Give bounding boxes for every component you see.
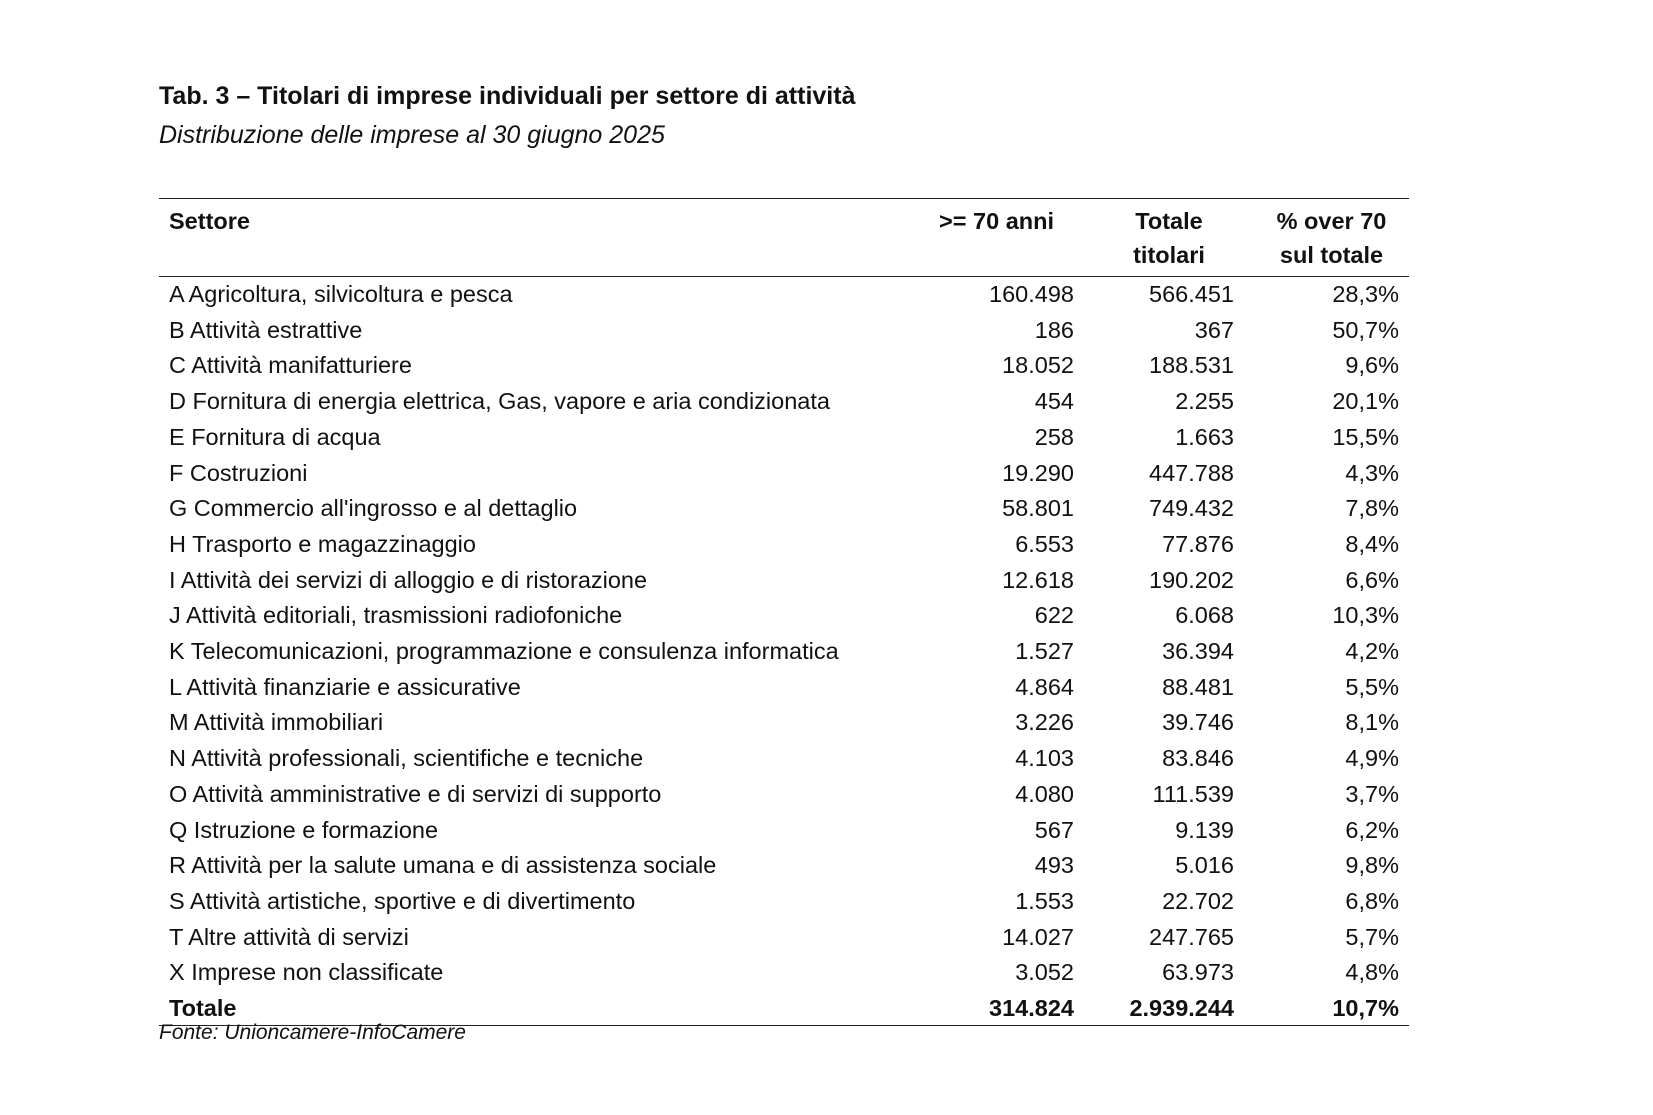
- total-label: Totale: [169, 995, 237, 1022]
- cell-over70: 1.553: [1015, 887, 1074, 914]
- table-row: [159, 634, 1409, 670]
- header-pct-over70: [1244, 199, 1409, 277]
- cell-totale: 367: [1194, 316, 1234, 343]
- cell-pct: 8,1%: [1345, 709, 1399, 736]
- cell-settore: L Attività finanziarie e assicurative: [169, 673, 521, 700]
- source-note: Fonte: Unioncamere-InfoCamere: [159, 1021, 466, 1044]
- cell-totale: 6.068: [1175, 602, 1234, 629]
- cell-totale: 36.394: [1162, 638, 1234, 665]
- cell-totale: 566.451: [1149, 281, 1234, 307]
- table-row: [159, 277, 1409, 313]
- cell-totale: 63.973: [1162, 959, 1234, 986]
- header-pct-line1: % over 70: [1276, 208, 1387, 234]
- cell-over70: 3.052: [1015, 959, 1074, 986]
- total-over70: 314.824: [989, 995, 1074, 1022]
- cell-settore: O Attività amministrative e di servizi di supporto: [169, 780, 662, 807]
- table-row: [159, 527, 1409, 563]
- cell-over70: 12.618: [1002, 566, 1074, 593]
- cell-over70: 19.290: [1002, 459, 1074, 486]
- cell-settore: A Agricoltura, silvicoltura e pesca: [169, 281, 513, 307]
- cell-totale: 88.481: [1162, 673, 1234, 700]
- cell-totale: 83.846: [1162, 745, 1234, 772]
- cell-over70: 4.103: [1015, 745, 1074, 772]
- cell-pct: 4,2%: [1345, 638, 1399, 665]
- header-settore: Settore: [169, 208, 250, 234]
- cell-settore: B Attività estrattive: [169, 316, 363, 343]
- cell-pct: 9,6%: [1345, 352, 1399, 379]
- cell-totale: 5.016: [1175, 852, 1234, 879]
- cell-totale: 39.746: [1162, 709, 1234, 736]
- cell-totale: 2.255: [1175, 388, 1234, 415]
- cell-over70: 258: [1034, 423, 1074, 450]
- cell-settore: R Attività per la salute umana e di assistenza sociale: [169, 852, 717, 879]
- cell-over70: 18.052: [1002, 352, 1074, 379]
- cell-settore: M Attività immobiliari: [169, 709, 384, 736]
- cell-over70: 160.498: [989, 281, 1074, 307]
- cell-totale: 190.202: [1149, 566, 1234, 593]
- table-row: [159, 884, 1409, 920]
- cell-pct: 5,5%: [1345, 673, 1399, 700]
- cell-over70: 186: [1034, 316, 1074, 343]
- cell-settore: X Imprese non classificate: [169, 959, 444, 986]
- cell-pct: 7,8%: [1345, 495, 1399, 522]
- cell-settore: K Telecomunicazioni, programmazione e consulenza informatica: [169, 638, 839, 665]
- table-row: [159, 741, 1409, 777]
- cell-totale: 1.663: [1175, 423, 1234, 450]
- table-row: [159, 491, 1409, 527]
- cell-pct: 4,3%: [1345, 459, 1399, 486]
- table-row: [159, 384, 1409, 420]
- cell-totale: 77.876: [1162, 530, 1234, 557]
- cell-pct: 6,8%: [1345, 887, 1399, 914]
- cell-pct: 6,6%: [1345, 566, 1399, 593]
- total-totale: 2.939.244: [1129, 995, 1234, 1022]
- cell-over70: 1.527: [1015, 638, 1074, 665]
- table-row: [159, 598, 1409, 634]
- table-row: [159, 420, 1409, 456]
- cell-totale: 188.531: [1149, 352, 1234, 379]
- table-row: [159, 563, 1409, 599]
- cell-settore: S Attività artistiche, sportive e di divertimento: [169, 887, 636, 914]
- table-row: [159, 777, 1409, 813]
- cell-pct: 10,3%: [1332, 602, 1399, 629]
- header-over70: >= 70 anni: [939, 208, 1054, 234]
- cell-pct: 28,3%: [1332, 281, 1399, 307]
- cell-pct: 6,2%: [1345, 816, 1399, 843]
- data-table-container: [159, 198, 1409, 1026]
- cell-pct: 15,5%: [1332, 423, 1399, 450]
- cell-settore: C Attività manifatturiere: [169, 352, 412, 379]
- cell-settore: F Costruzioni: [169, 459, 308, 486]
- cell-over70: 58.801: [1002, 495, 1074, 522]
- cell-totale: 247.765: [1149, 923, 1234, 950]
- cell-over70: 454: [1034, 388, 1074, 415]
- cell-settore: J Attività editoriali, trasmissioni radiofoniche: [169, 602, 623, 629]
- table-row: [159, 813, 1409, 849]
- cell-settore: Q Istruzione e formazione: [169, 816, 439, 843]
- table-row: [159, 670, 1409, 706]
- cell-settore: T Altre attività di servizi: [169, 923, 409, 950]
- cell-pct: 5,7%: [1345, 923, 1399, 950]
- cell-over70: 493: [1034, 852, 1074, 879]
- cell-pct: 4,8%: [1345, 959, 1399, 986]
- cell-over70: 567: [1034, 816, 1074, 843]
- header-totale-line2: titolari: [1133, 242, 1205, 268]
- total-pct: 10,7%: [1332, 995, 1399, 1022]
- table-row: [159, 456, 1409, 492]
- cell-totale: 22.702: [1162, 887, 1234, 914]
- cell-settore: E Fornitura di acqua: [169, 423, 381, 450]
- cell-settore: H Trasporto e magazzinaggio: [169, 530, 476, 557]
- cell-settore: D Fornitura di energia elettrica, Gas, vapore e aria condizionata: [169, 388, 830, 415]
- table-row: [159, 313, 1409, 349]
- table-row: [159, 848, 1409, 884]
- cell-over70: 6.553: [1015, 530, 1074, 557]
- cell-pct: 20,1%: [1332, 388, 1399, 415]
- cell-settore: G Commercio all'ingrosso e al dettaglio: [169, 495, 578, 522]
- cell-over70: 622: [1034, 602, 1074, 629]
- cell-totale: 111.539: [1152, 780, 1234, 807]
- table-row: [159, 705, 1409, 741]
- cell-pct: 50,7%: [1332, 316, 1399, 343]
- cell-pct: 8,4%: [1345, 530, 1399, 557]
- table-row: [159, 348, 1409, 384]
- cell-pct: 9,8%: [1345, 852, 1399, 879]
- cell-over70: 14.027: [1002, 923, 1074, 950]
- table-row: [159, 920, 1409, 956]
- table-row: [159, 955, 1409, 991]
- cell-over70: 3.226: [1015, 709, 1074, 736]
- cell-totale: 447.788: [1149, 459, 1234, 486]
- header-pct-line2: sul totale: [1279, 242, 1384, 268]
- cell-pct: 4,9%: [1345, 745, 1399, 772]
- table-title: Tab. 3 – Titolari di imprese individuali per settore di attività: [159, 82, 856, 110]
- document-page: [159, 76, 1409, 1044]
- cell-settore: I Attività dei servizi di alloggio e di ristorazione: [169, 566, 648, 593]
- header-totale-titolari: [1084, 199, 1244, 277]
- table-subtitle: Distribuzione delle imprese al 30 giugno 2025: [159, 121, 665, 149]
- header-totale-line1: Totale: [1135, 208, 1203, 234]
- cell-over70: 4.080: [1015, 780, 1074, 807]
- data-table: [159, 198, 1409, 1026]
- cell-pct: 3,7%: [1345, 780, 1399, 807]
- header-row: [159, 199, 1409, 277]
- cell-settore: N Attività professionali, scientifiche e tecniche: [169, 745, 644, 772]
- cell-totale: 9.139: [1175, 816, 1234, 843]
- cell-totale: 749.432: [1149, 495, 1234, 522]
- cell-over70: 4.864: [1015, 673, 1074, 700]
- table-header: [159, 199, 1409, 277]
- table-body: [159, 277, 1409, 1026]
